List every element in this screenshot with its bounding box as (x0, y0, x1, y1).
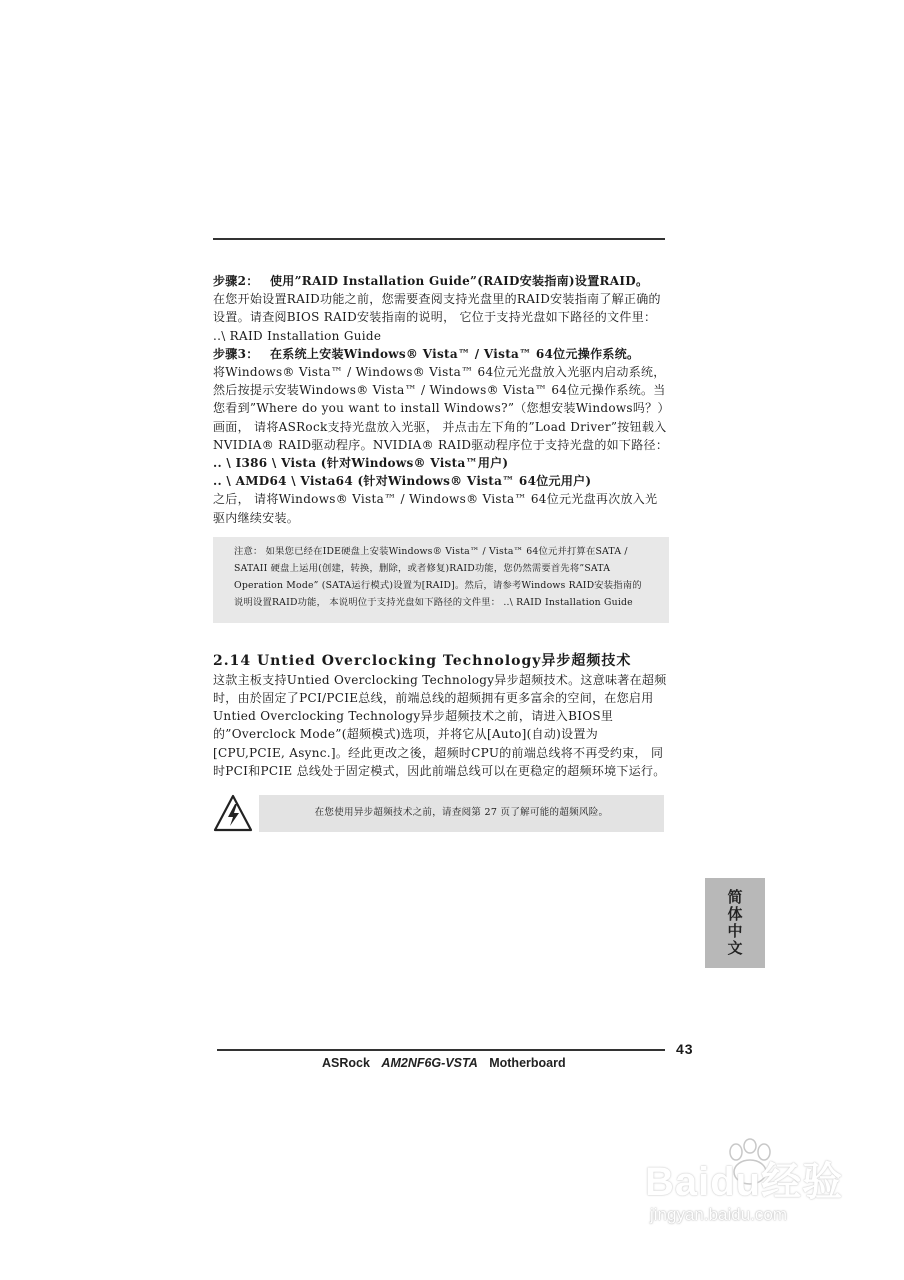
note-box (213, 537, 669, 623)
watermark-url: jingyan.baidu.com (650, 1205, 788, 1224)
footer-model: AM2NF6G-VSTA (381, 1056, 478, 1070)
step-3-title: 在系统上安装Windows® Vista™ / Vista™ 64位元操作系统。 (270, 346, 640, 361)
step-2-body: 在您开始设置RAID功能之前，您需要查阅支持光盘里的RAID安装指南了解正确的设置。请查阅BIOS RAID安装指南的说明， 它位于支持光盘如下路径的文件里： ..\ RAID Installation Guide (213, 292, 661, 343)
step-3-continue: 之后， 请将Windows® Vista™ / Windows® Vista™ 64位元光盘再次放入光驱内继续安装。 (213, 492, 658, 525)
side-tab-label: 简体中文 (725, 889, 744, 957)
step-3-body: 将Windows® Vista™ / Windows® Vista™ 64位元光盘放入光驱内启动系统，然后按提示安装Windows® Vista™ / Windows® Vista™ 64位元操作系统。当您看到”Where do you want to install Windows?”（您想安装Windows吗？）画面， 请将ASRock支持光盘放入光驱， 并点击左下角的”Load Driver”按钮载入NVIDIA® RAID驱动程序。NVIDIA® RAID驱动程序位于支持光盘的如下路径： (213, 365, 669, 452)
top-rule (213, 238, 665, 240)
footer-product: Motherboard (489, 1056, 566, 1070)
watermark-logo: Baidu经验 (645, 1160, 844, 1204)
language-side-tab (705, 878, 765, 968)
step-2-label: 步骤2： (213, 274, 259, 288)
step-2-title: 使用”RAID Installation Guide”(RAID安装指南)设置RAID。 (270, 274, 649, 288)
driver-path-amd64: .. \ AMD64 \ Vista64 (针对Windows® Vista™ 64位元用户) (213, 474, 592, 489)
warning-text: 在您使用异步超频技术之前，请查阅第 27 页了解可能的超频风险。 (314, 806, 609, 818)
note-text: 注意： 如果您已经在IDE硬盘上安装Windows® Vista™ / Vista™ 64位元并打算在SATA / SATAII 硬盘上运用(创建，转换，删除，或者修复)RAID功能，您仍然需要首先将”SATA Operation Mode” (SATA运行模式)设置为[RAID]。然后，请参考Windows RAID安装指南的说明设置RAID功能， 本说明位于支持光盘如下路径的文件里： ..\ RAID Installation Guide (234, 545, 642, 608)
warning-box (259, 795, 664, 832)
section-body: 这款主板支持Untied Overclocking Technology异步超频技术。这意味著在超频时，由於固定了PCI/PCIE总线，前端总线的超频拥有更多富余的空间，在您启用Untied Overclocking Technology异步超频技术之前，请进入BIOS里的”Overclock Mode”(超频模式)选项，并将它从[Auto](自动)设置为[CPU,PCIE, Async.]。经此更改之後，超频时CPU的前端总线将不再受约束， 同时PCI和PCIE 总线处于固定模式，因此前端总线可以在更稳定的超频环境下运行。 (213, 672, 667, 778)
page-number: 43 (676, 1041, 694, 1057)
footer (322, 1056, 566, 1070)
warning-row (213, 794, 669, 832)
warning-icon (213, 794, 253, 832)
bottom-rule (217, 1049, 665, 1051)
section-title: 2.14 Untied Overclocking Technology异步超频技术 (213, 652, 632, 669)
page-content (213, 272, 669, 832)
footer-brand: ASRock (322, 1056, 370, 1070)
step-3-label: 步骤3： (213, 346, 259, 361)
driver-path-i386: .. \ I386 \ Vista (针对Windows® Vista™用户) (213, 456, 509, 471)
step-3-heading (213, 345, 669, 363)
step-2-heading (213, 272, 669, 290)
